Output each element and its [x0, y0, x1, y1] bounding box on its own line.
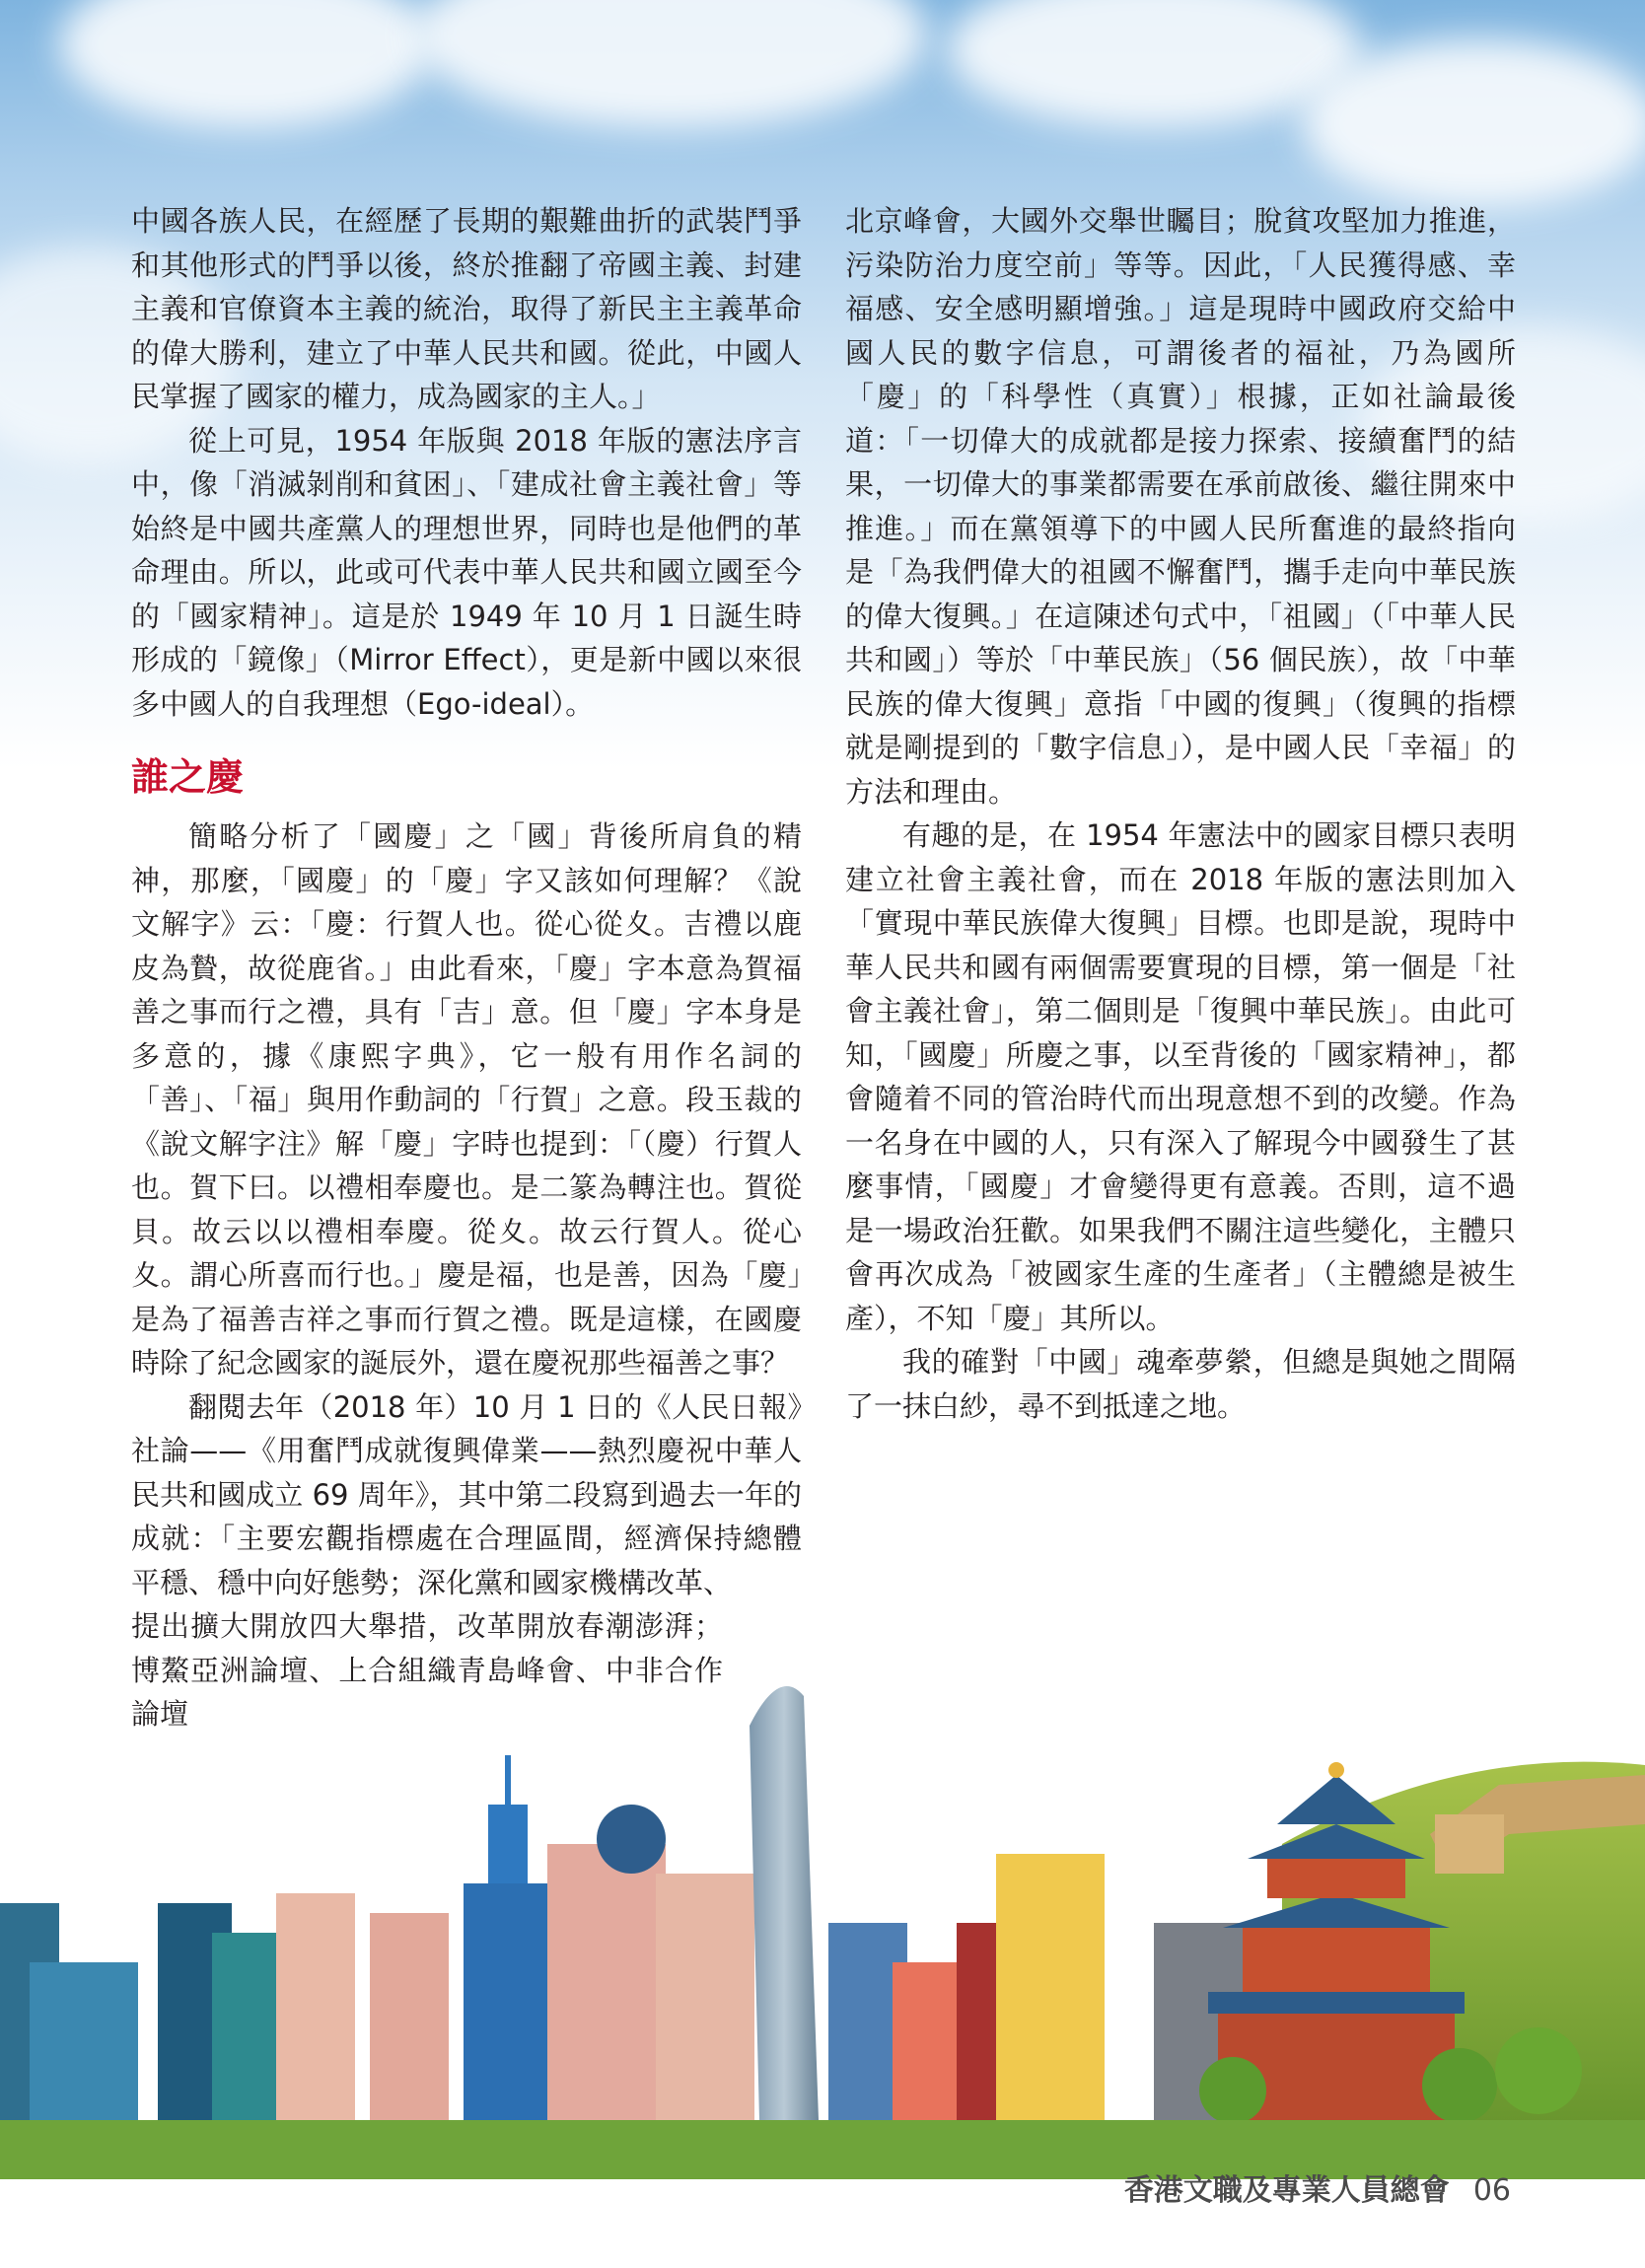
paragraph-constitution-goals: 有趣的是，在 1954 年憲法中的國家目標只表明建立社會主義社會，而在 2018 年版的憲法則加入「實現中華民族偉大復興」目標。也即是說，現時中華人民共和國有兩個需要實現的目標，第一個是「社會主義社會」，第二個則是「復興中華民族」。由此可知，「國慶」所慶之事，以至背後的「國家精神」，都會隨着不同的管治時代而出現意想不到的改變。作為一名身在中國的人，只有深入了解現今中國發生了甚麼事情，「國慶」才會變得更有意義。否則，這不過是一場政治狂歡。如果我們不關注這些變化，主體只會再次成為「被國家生產的生產者」（主體總是被生產），不知「慶」其所以。	[845, 818, 1516, 1335]
right-column	[845, 199, 1516, 1428]
paragraph-renmin-ribao: 翻閱去年（2018 年）10 月 1 日的《人民日報》社論——《用奮鬥成就復興偉業——熱烈慶祝中華人民共和國成立 69 周年》，其中第二段寫到過去一年的成就：「主要宏觀指標處在合理區間，經濟保持總體平穩、穩中向好態勢；深化黨和國家機構改革、	[131, 1389, 802, 1599]
city-skyline-illustration	[0, 1627, 1645, 2179]
page-number: 06	[1472, 2173, 1511, 2208]
paragraph-qing-meaning: 簡略分析了「國慶」之「國」背後所肩負的精神，那麼，「國慶」的「慶」字又該如何理解？《說文解字》云：「慶：行賀人也。從心從夊。吉禮以鹿皮為贄，故從鹿省。」由此看來，「慶」字本意為賀福善之事而行之禮，具有「吉」意。但「慶」字本身是多意的，據《康熙字典》，它一般有用作名詞的「善」、「福」與用作動詞的「行賀」之意。段玉裁的《說文解字注》解「慶」字時也提到：「（慶）行賀人也。賀下曰。以禮相奉慶也。是二篆為轉注也。賀從貝。故云以以禮相奉慶。從夊。故云行賀人。從心夊。謂心所喜而行也。」慶是福，也是善，因為「慶」是為了福善吉祥之事而行賀之禮。既是這樣，在國慶時除了紀念國家的誕辰外，還在慶祝那些福善之事？	[131, 819, 802, 1380]
paragraph-national-spirit: 從上可見，1954 年版與 2018 年版的憲法序言中，像「消滅剝削和貧困」、「建成社會主義社會」等始終是中國共產黨人的理想世界，同時也是他們的革命理由。所以，此或可代表中華人民共和國立國至今的「國家精神」。這是於 1949 年 10 月 1 日誕生時形成的「鏡像」（Mirror Effect），更是新中國以來很多中國人的自我理想（Ego-ideal）。	[131, 423, 802, 721]
page-footer	[1124, 2165, 1511, 2209]
left-column	[131, 199, 802, 1736]
organization-name: 香港文職及專業人員總會	[1123, 2173, 1450, 2208]
paragraph-renmin-ribao-tail: 提出擴大開放四大舉措，改革開放春潮澎湃；博鰲亞洲論壇、上合組織青島峰會、中非合作論壇	[131, 1609, 723, 1731]
paragraph-quote-end: 中國各族人民，在經歷了長期的艱難曲折的武裝鬥爭和其他形式的鬥爭以後，終於推翻了帝國主義、封建主義和官僚資本主義的統治，取得了新民主主義革命的偉大勝利，建立了中華人民共和國。從此，中國人民掌握了國家的權力，成為國家的主人。」	[131, 204, 802, 413]
paragraph-closing: 我的確對「中國」魂牽夢縈，但總是與她之間隔了一抹白紗，尋不到抵達之地。	[845, 1345, 1516, 1423]
paragraph-summit: 北京峰會，大國外交舉世矚目；脫貧攻堅加力推進，污染防治力度空前」等等。因此，「人民獲得感、幸福感、安全感明顯增強。」這是現時中國政府交給中國人民的數字信息，可謂後者的福祉，乃為國所「慶」的「科學性（真實）」根據，正如社論最後道：「一切偉大的成就都是接力探索、接續奮鬥的結果，一切偉大的事業都需要在承前啟後、繼往開來中推進。」而在黨領導下的中國人民所奮進的最終指向是「為我們偉大的祖國不懈奮鬥，攜手走向中華民族的偉大復興。」在這陳述句式中，「祖國」（「中華人民共和國」）等於「中華民族」（56 個民族），故「中華民族的偉大復興」意指「中國的復興」（復興的指標就是剛提到的「數字信息」），是中國人民「幸福」的方法和理由。	[845, 204, 1516, 809]
section-heading: 誰之慶	[131, 755, 245, 799]
